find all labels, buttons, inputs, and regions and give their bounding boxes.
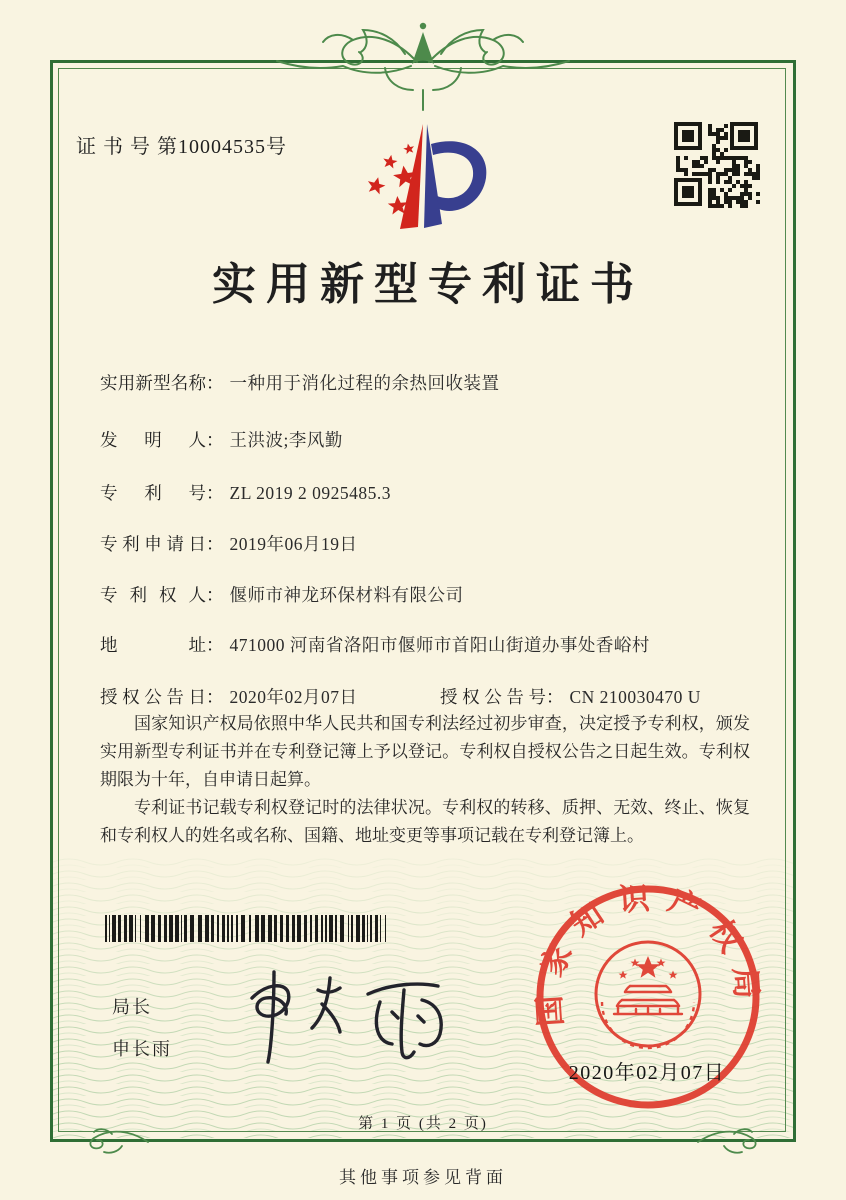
colon: ：	[206, 483, 224, 503]
field-value-inventor: 王洪波;李风勤	[229, 430, 343, 450]
field-value-filing-date: 2019年06月19日	[229, 534, 358, 554]
page-number: 第 1 页 (共 2 页)	[358, 1116, 488, 1132]
officer-title: 局长	[112, 997, 152, 1017]
top-scroll-ornament-icon	[253, 10, 593, 114]
director-signature-icon	[222, 960, 482, 1072]
field-row-name	[100, 370, 500, 395]
field-row-patentee	[100, 582, 464, 607]
field-label-grant-date: 授权公告日	[100, 687, 206, 707]
barcode	[105, 915, 489, 942]
certificate-title: 实用新型专利证书	[212, 260, 644, 309]
colon: ：	[546, 687, 564, 707]
colon: ：	[206, 534, 224, 554]
legal-paragraph-1: 国家知识产权局依照中华人民共和国专利法经过初步审查，决定授予专利权，颁发实用新型专利证书并在专利登记簿上予以登记。专利权自授权公告之日起生效。专利权期限为十年，自申请日起算。	[100, 714, 750, 789]
field-label-patent-no: 专利号	[100, 483, 206, 503]
officer-name: 申长雨	[112, 1039, 172, 1059]
legal-text-block	[100, 710, 750, 850]
back-side-note: 其他事项参见背面	[339, 1168, 507, 1187]
field-value-grant-no: CN 210030470 U	[569, 687, 701, 707]
certificate-number: 证 书 号 第10004535号	[76, 136, 287, 158]
field-row-address	[100, 632, 650, 657]
field-label-address: 地址	[100, 635, 206, 655]
field-label-inventor: 发明人	[100, 430, 206, 450]
officer-block	[112, 986, 172, 1070]
colon: ：	[206, 687, 224, 707]
field-row-inventor	[100, 427, 343, 452]
colon: ：	[206, 373, 224, 393]
field-label-patentee: 专利权人	[100, 585, 206, 605]
field-row-grant	[100, 684, 760, 709]
field-value-grant-date: 2020年02月07日	[229, 687, 358, 707]
legal-paragraph-2: 专利证书记载专利权登记时的法律状况。专利权的转移、质押、无效、终止、恢复和专利权人的姓名或名称、国籍、地址变更等事项记载在专利登记簿上。	[100, 798, 750, 845]
qr-code	[674, 122, 762, 210]
seal-agency-text: 国家知识产权局	[530, 879, 766, 1028]
colon: ：	[206, 430, 224, 450]
field-value-name: 一种用于消化过程的余热回收装置	[229, 373, 500, 393]
colon: ：	[206, 635, 224, 655]
field-row-filing-date	[100, 531, 358, 556]
colon: ：	[206, 585, 224, 605]
field-value-patentee: 偃师市神龙环保材料有限公司	[229, 585, 464, 605]
field-label-filing-date: 专利申请日	[100, 534, 206, 554]
cnipa-patent-logo-icon	[352, 110, 514, 238]
field-label-grant-no: 授权公告号	[440, 687, 546, 707]
seal-date: 2020年02月07日	[568, 1062, 726, 1084]
field-group-grant-no	[440, 684, 701, 709]
field-value-address: 471000 河南省洛阳市偃师市首阳山街道办事处香峪村	[229, 635, 650, 655]
field-row-patent-no	[100, 480, 391, 505]
field-label-name: 实用新型名称	[100, 373, 206, 393]
field-value-patent-no: ZL 2019 2 0925485.3	[229, 483, 391, 503]
